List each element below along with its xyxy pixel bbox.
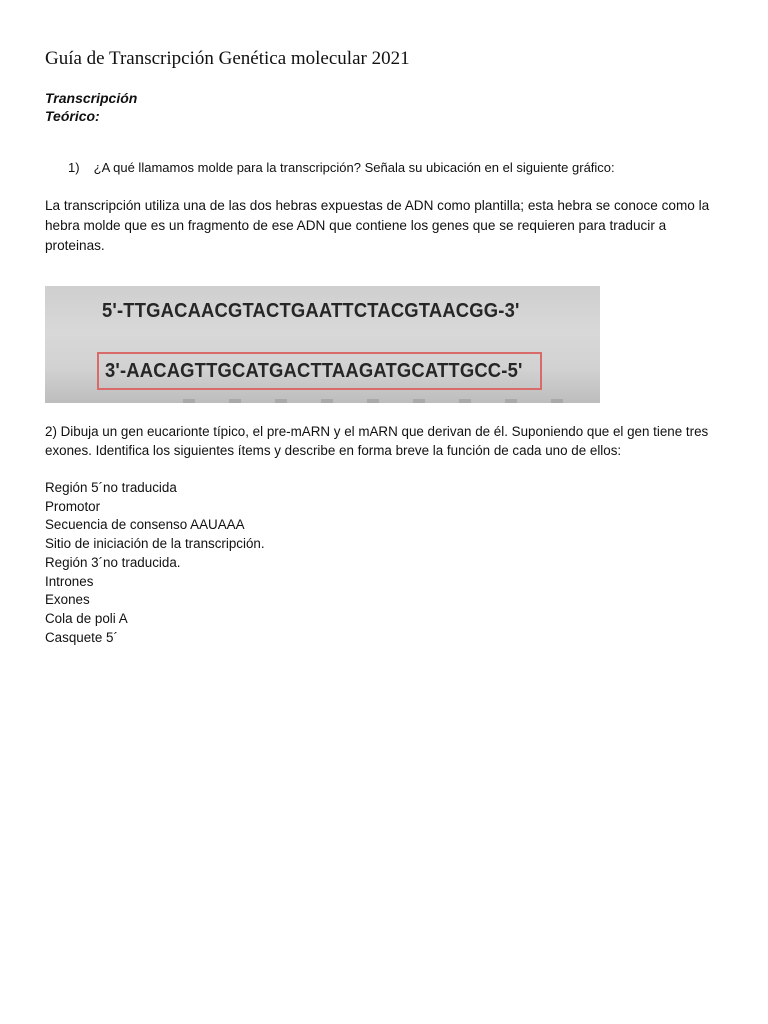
dna-template-strand: 3'-AACAGTTGCATGACTTAAGATGCATTGCC-5'	[105, 360, 523, 382]
section-heading-transcripcion: Transcripción	[45, 90, 138, 106]
list-item: Sitio de iniciación de la transcripción.	[45, 536, 265, 552]
list-item: Intrones	[45, 573, 94, 589]
dna-figure	[45, 286, 600, 403]
item-list	[45, 479, 265, 647]
question-1-number: 1)	[68, 160, 80, 175]
list-item: Región 3´no traducida.	[45, 554, 181, 570]
page-title: Guía de Transcripción Genética molecular 2021	[45, 48, 410, 69]
list-item: Cola de poli A	[45, 610, 128, 626]
question-1-text: ¿A qué llamamos molde para la transcripción? Señala su ubicación en el siguiente gráfico:	[93, 160, 615, 175]
list-item: Casquete 5´	[45, 629, 118, 645]
dna-top-strand: 5'-TTGACAACGTACTGAATTCTACGTAACGG-3'	[102, 300, 520, 322]
list-item: Exones	[45, 592, 90, 608]
question-2: 2) Dibuja un gen eucarionte típico, el pre-mARN y el mARN que derivan de él. Suponiendo que el gen tiene tres exones. Identifica los siguientes ítems y describe en forma breve la función de cada uno de ellos:	[45, 424, 709, 458]
list-item: Secuencia de consenso AAUAAA	[45, 517, 245, 533]
list-item: Promotor	[45, 498, 101, 514]
figure-cropped-text-edge	[165, 399, 595, 403]
section-heading-teorico: Teórico:	[45, 108, 100, 124]
answer-1: La transcripción utiliza una de las dos hebras expuestas de ADN como plantilla; esta hebra se conoce como la hebra molde que es un fragmento de ese ADN que contiene los genes que se requieren para traducir a proteinas.	[45, 198, 710, 253]
question-1	[68, 160, 615, 175]
list-item: Región 5´no traducida	[45, 480, 177, 495]
